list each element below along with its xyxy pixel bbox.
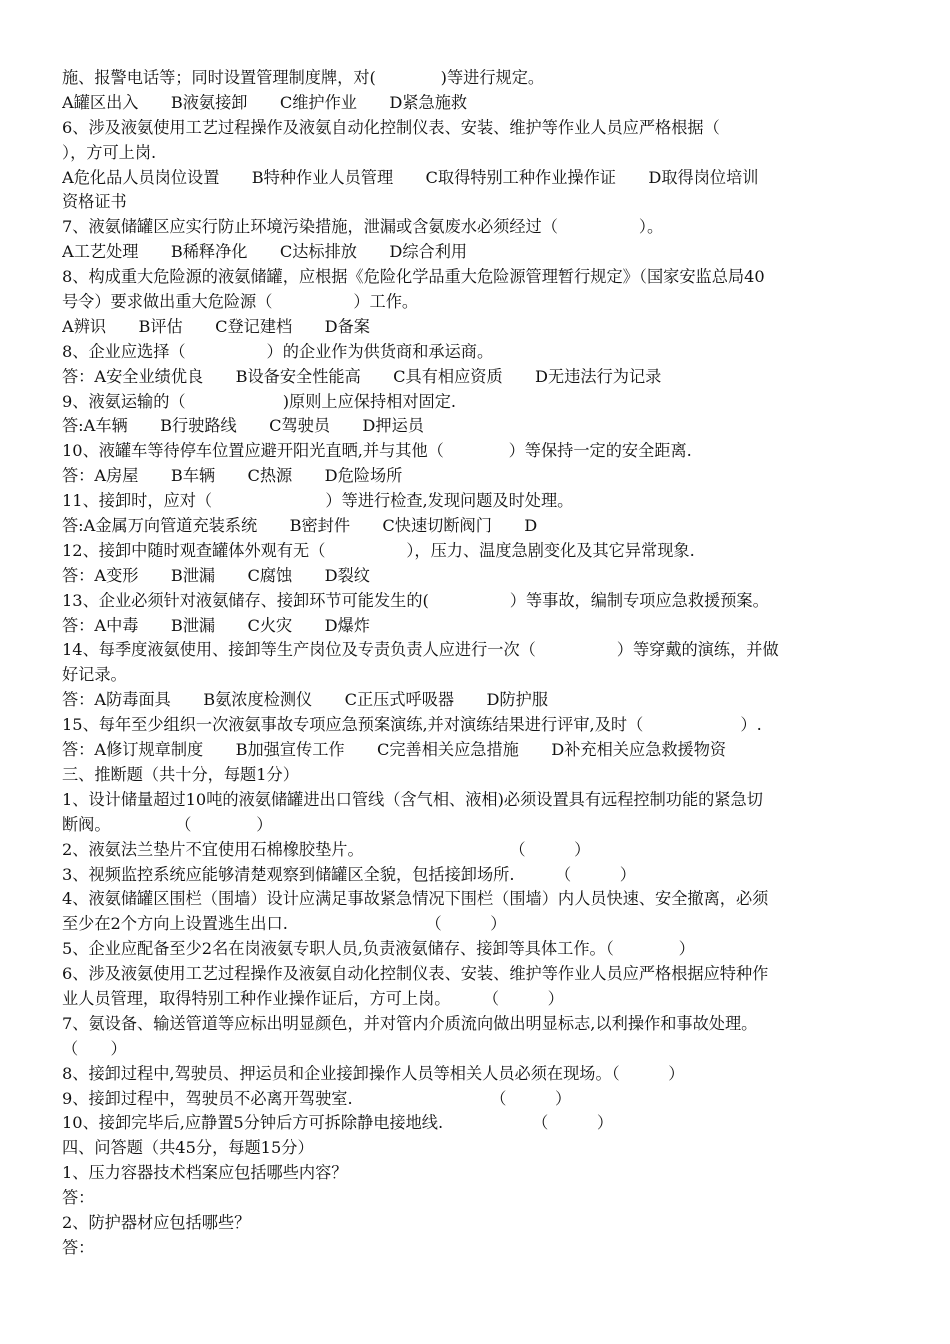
question-line: 7、液氨储罐区应实行防止环境污染措施，泄漏或含氨废水必须经过（ ）。 — [62, 217, 664, 237]
question-line: 12、接卸中随时观查罐体外观有无（ ），压力、温度急剧变化及其它异常现象. — [62, 540, 695, 560]
judgment-line: 7、氨设备、输送管道等应标出明显颜色，并对管内介质流向做出明显标志,以利操作和事故处理。 — [62, 1013, 758, 1033]
option-line: A辨识 B评估 C登记建档 D备案 — [62, 316, 370, 336]
question-line: 13、企业必须针对液氨储存、接卸环节可能发生的( ）等事故，编制专项应急救援预案。 — [62, 590, 769, 610]
question-line: 15、每年至少组织一次液氨事故专项应急预案演练,并对演练结果进行评审,及时（ ）. — [62, 715, 762, 735]
question-line: 8、构成重大危险源的液氨储罐，应根据《危险化学品重大危险源管理暂行规定》（国家安监总局40 — [62, 267, 765, 287]
judgment-line: （ ） — [62, 1038, 127, 1058]
option-line: 资格证书 — [62, 192, 127, 212]
text-line: 施、报警电话等；同时设置管理制度牌，对( )等进行规定。 — [62, 68, 545, 87]
answer-line: 答:A金属万向管道充装系统 B密封件 C快速切断阀门 D — [62, 516, 538, 536]
question-line: 9、液氨运输的（ )原则上应保持相对固定. — [62, 391, 457, 411]
judgment-line: 5、企业应配备至少2名在岗液氨专职人员,负责液氨储存、接卸等具体工作。（ ） — [62, 939, 695, 959]
judgment-line: 2、液氨法兰垫片不宜使用石棉橡胶垫片。 （ ） — [62, 839, 591, 859]
question-line: 8、企业应选择（ ）的企业作为供货商和承运商。 — [62, 341, 494, 361]
section-heading: 三、推断题（共十分，每题1分） — [62, 764, 299, 784]
option-line: A罐区出入 B液氨接卸 C维护作业 D紧急施救 — [62, 92, 468, 112]
answer-line: 答：A修订规章制度 B加强宣传工作 C完善相关应急措施 D补充相关应急救援物资 — [62, 740, 727, 760]
question-line: 11、接卸时，应对（ ）等进行检查,发现问题及时处理。 — [62, 491, 574, 511]
question-line: 6、涉及液氨使用工艺过程操作及液氨自动化控制仪表、安装、维护等作业人员应严格根据（ — [62, 117, 720, 137]
judgment-line: 1、设计储量超过10吨的液氨储罐进出口管线（含气相、液相)必须设置具有远程控制功能的紧急切 — [62, 789, 763, 809]
option-line: A工艺处理 B稀释净化 C达标排放 D综合利用 — [62, 242, 468, 262]
judgment-line: 8、接卸过程中,驾驶员、押运员和企业接卸操作人员等相关人员必须在现场。（ ） — [62, 1063, 685, 1083]
answer-line: 答：A防毒面具 B氨浓度检测仪 C正压式呼吸器 D防护服 — [62, 690, 549, 710]
judgment-line: 6、涉及液氨使用工艺过程操作及液氨自动化控制仪表、安装、维护等作业人员应严格根据应特种作 — [62, 964, 769, 984]
answer-label: 答： — [62, 1188, 95, 1208]
question-line: 14、每季度液氨使用、接卸等生产岗位及专责负责人应进行一次（ ）等穿戴的演练，并做 — [62, 640, 779, 660]
essay-question: 2、防护器材应包括哪些？ — [62, 1212, 251, 1232]
answer-line: 答:A车辆 B行驶路线 C驾驶员 D押运员 — [62, 416, 424, 436]
judgment-line: 3、视频监控系统应能够清楚观察到储罐区全貌，包括接卸场所. （ ） — [62, 864, 636, 884]
judgment-line: 4、液氨储罐区围栏（围墙）设计应满足事故紧急情况下围栏（围墙）内人员快速、安全撤离，必须 — [62, 889, 769, 909]
answer-line: 答：A房屋 B车辆 C热源 D危险场所 — [62, 466, 403, 486]
question-line: ），方可上岗. — [62, 142, 157, 162]
option-line: A危化品人员岗位设置 B特种作业人员管理 C取得特别工种作业操作证 D取得岗位培训 — [62, 167, 759, 187]
question-line: 10、液罐车等待停车位置应避开阳光直晒,并与其他（ ）等保持一定的安全距离. — [62, 441, 692, 461]
section-heading: 四、问答题（共45分，每题15分） — [62, 1138, 314, 1158]
judgment-line: 断阀。 （ ） — [62, 814, 273, 834]
answer-line: 答：A安全业绩优良 B设备安全性能高 C具有相应资质 D无违法行为记录 — [62, 366, 662, 386]
judgment-line: 至少在2个方向上设置逃生出口. （ ） — [62, 914, 507, 934]
judgment-line: 10、接卸完毕后,应静置5分钟后方可拆除静电接地线. （ ） — [62, 1113, 614, 1133]
answer-line: 答：A中毒 B泄漏 C火灾 D爆炸 — [62, 615, 370, 635]
question-line: 好记录。 — [62, 665, 127, 685]
answer-line: 答：A变形 B泄漏 C腐蚀 D裂纹 — [62, 565, 370, 585]
answer-label: 答： — [62, 1237, 95, 1257]
judgment-line: 业人员管理，取得特别工种作业操作证后，方可上岗。 （ ） — [62, 988, 564, 1008]
document-page — [62, 66, 902, 1261]
judgment-line: 9、接卸过程中，驾驶员不必离开驾驶室. （ ） — [62, 1088, 572, 1108]
essay-question: 1、压力容器技术档案应包括哪些内容？ — [62, 1163, 348, 1183]
question-line: 号令）要求做出重大危险源（ ）工作。 — [62, 292, 419, 312]
